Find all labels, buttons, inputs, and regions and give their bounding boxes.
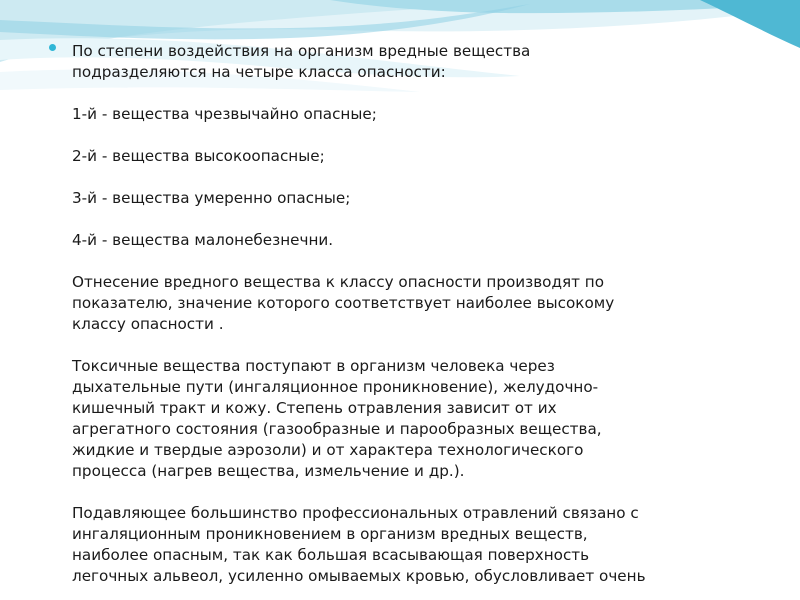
intro-text: По степени воздействия на организм вредные вещества подразделяются на четыре класса опасности: [72, 42, 531, 81]
hazard-class-2: 2-й - вещества высокоопасные; [72, 147, 325, 165]
classification-paragraph: Отнесение вредного вещества к классу опасности производят по показателю, значение которого соответствует наиболее высокому классу опасности . [72, 273, 615, 333]
hazard-class-1: 1-й - вещества чрезвычайно опасные; [72, 105, 377, 123]
hazard-class-4: 4-й - вещества малонебезнечни. [72, 231, 334, 249]
exposure-paragraph: Токсичные вещества поступают в организм человека через дыхательные пути (ингаляционное проникновение), желудочно- кишечный тракт и кожу. Степень отравления зависит от их агрегатного состояния (газообразные и парообразных вещества, жидкие и твердые аэрозоли) и от характера технологического процесса (нагрев вещества, измельчение и др.). [72, 357, 602, 480]
slide-body [72, 41, 777, 600]
bullet-icon [49, 44, 56, 51]
inhalation-paragraph: Подавляющее большинство профессиональных отравлений связано с ингаляционным проникновением в организм вредных веществ, наиболее опасным, так как большая всасывающая поверхность легочных альвеол, усиленно омываемых кровью, обусловливает очень [72, 504, 646, 585]
hazard-class-3: 3-й - вещества умеренно опасные; [72, 189, 351, 207]
